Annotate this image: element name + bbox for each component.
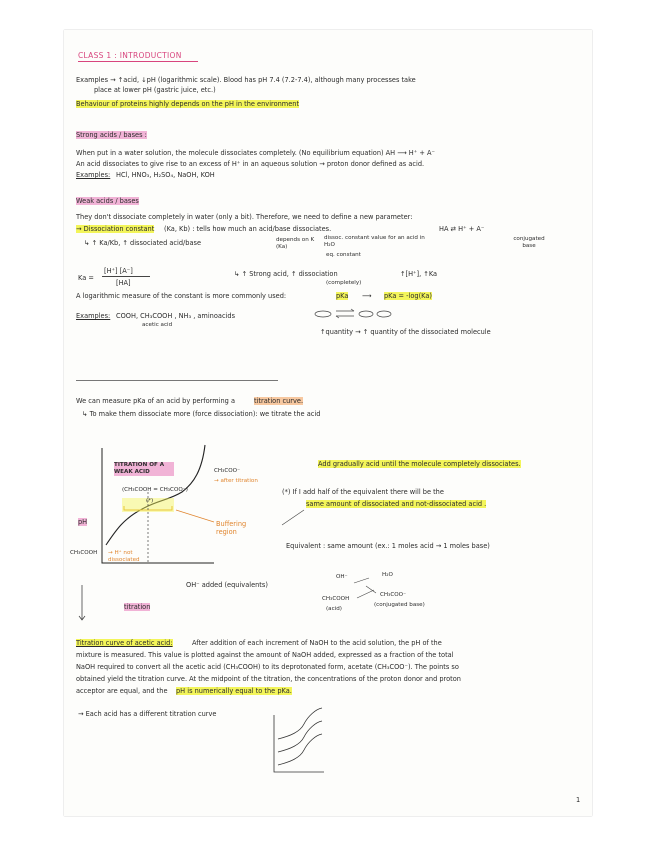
reaction-acid: (acid) <box>326 606 342 612</box>
pka-label: pKa <box>336 292 349 300</box>
graph-ch3coo-top: CH₃COO⁻ <box>214 468 241 474</box>
force-dissociation-line: ↳ To make them dissociate more (force dissociation): we titrate the acid <box>82 410 321 418</box>
half-line-2: same amount of dissociated and not-dissociated acid . <box>306 500 487 508</box>
titration-label: titration <box>124 603 151 611</box>
pka-line: A logarithmic measure of the constant is more commonly used: <box>76 292 287 300</box>
weak-line-2: (Ka, Kb) : tells how much an acid/base dissociates. <box>164 225 332 233</box>
weak-line-1: They don't dissociate completely in water (only a bit). Therefore, we need to define a new parameter: <box>76 213 413 221</box>
page-number: 1 <box>576 796 581 804</box>
ka-denominator: [HA] <box>116 279 131 287</box>
conjugated-base-note: conjugated base <box>513 236 545 249</box>
acetic-line-4: obtained yield the titration curve. At the midpoint of the titration, the concentrations of the proton donor and proton <box>76 675 461 683</box>
each-acid-line: → Each acid has a different titration curve <box>78 710 217 718</box>
completely-note: (completely) <box>326 280 362 286</box>
intro-line-2: place at lower pH (gastric juice, etc.) <box>94 86 216 94</box>
notes-page <box>64 30 592 816</box>
intro-line-1: Examples → ↑acid, ↓pH (logarithmic scale). Blood has pH 7.4 (7.2-7.4), although many processes take <box>76 76 416 84</box>
graph-ch3cooh-left: CH₃COOH <box>70 550 98 556</box>
add-gradually-line: Add gradually acid until the molecule completely dissociates. <box>318 460 521 468</box>
reaction-conj-base: (conjugated base) <box>374 602 425 608</box>
depends-on-note: depends on K (Ka) <box>276 237 315 250</box>
graph-x-label: OH⁻ added (equivalents) <box>186 581 268 589</box>
intro-highlight: Behaviour of proteins highly depends on the pH in the environment <box>76 100 300 108</box>
half-line-1: (*) If I add half of the equivalent there will be the <box>282 488 444 496</box>
equivalent-line: Equivalent : same amount (ex.: 1 moles acid → 1 moles base) <box>286 542 490 550</box>
reaction-ch3cooh: CH₃COOH <box>322 596 350 602</box>
titration-curve-label: titration curve. <box>254 397 304 405</box>
weak-heading: Weak acids / bases <box>76 197 139 205</box>
acetic-line-1: After addition of each increment of NaOH to the acid solution, the pH of the <box>192 639 442 647</box>
acetic-line-2: mixture is measured. This value is plotted against the amount of NaOH added, expressed as a fraction of the total <box>76 651 454 659</box>
strong-examples: HCl, HNO₃, H₂SO₄, NaOH, KOH <box>116 171 215 179</box>
multiple-curves-sketch <box>64 30 592 816</box>
ka-arrow-line: ↳ ↑ Ka/Kb, ↑ dissociated acid/base <box>84 239 202 247</box>
acetic-acid-note: acetic acid <box>142 322 173 328</box>
page-title: CLASS 1 : INTRODUCTION <box>78 51 182 60</box>
ka-numerator: [H⁺] [A⁻] <box>104 267 133 275</box>
graph-title: TITRATION OF A WEAK ACID <box>114 462 174 476</box>
buffering-region-label: Buffering region <box>216 520 247 536</box>
reaction-oh: OH⁻ <box>336 574 348 580</box>
strong-line-1: When put in a water solution, the molecule dissociates completely. (No equilibrium equation) AH ⟶ H⁺ + A⁻ <box>76 149 435 157</box>
reaction-h2o: H₂O <box>382 572 393 578</box>
strong-acid-line: ↳ ↑ Strong acid, ↑ dissociation <box>234 270 338 278</box>
strong-examples-label: Examples: <box>76 171 111 179</box>
quantity-line: ↑quantity → ↑ quantity of the dissociated molecule <box>320 328 491 336</box>
strong-heading: Strong acids / bases : <box>76 131 147 139</box>
graph-ph-label: pH <box>78 518 88 526</box>
acetic-line-3: NaOH required to convert all the acetic acid (CH₃COOH) to its deprotonated form, acetate (CH₃COO⁻). The points so <box>76 663 459 671</box>
graph-bottom-note: → H⁺ not dissociated <box>108 550 140 563</box>
graph-top-note: → after titration <box>214 478 258 484</box>
weak-examples: COOH, CH₃COOH , NH₃ , aminoacids <box>116 312 236 320</box>
measure-line: We can measure pKa of an acid by performing a <box>76 397 235 405</box>
reaction-ch3coo: CH₃COO⁻ <box>380 592 407 598</box>
graph-star: (*) <box>146 498 154 504</box>
acetic-line-5b: pH is numerically equal to the pKa. <box>176 687 292 695</box>
acetic-heading: Titration curve of acetic acid: <box>76 639 173 647</box>
acetic-line-5a: acceptor are equal, and the <box>76 687 168 695</box>
pka-arrow: ⟶ <box>362 292 372 300</box>
pka-formula: pKa = -log(Ka) <box>384 292 432 300</box>
dissoc-constant-note: dissoc. constant value for an acid in H₂O <box>324 235 425 248</box>
h-ka-line: ↑[H⁺], ↑Ka <box>400 270 438 278</box>
weak-examples-label: Examples: <box>76 312 111 320</box>
equilibrium-equation: HA ⇄ H⁺ + A⁻ <box>439 225 485 233</box>
strong-line-2: An acid dissociates to give rise to an excess of H⁺ in an aqueous solution → proton donor defined as acid. <box>76 160 425 168</box>
eq-constant-note: eq. constant <box>326 252 361 258</box>
dissociation-constant-label: → Dissociation constant <box>76 225 155 233</box>
graph-midpoint-label: (CH₃COOH = CH₃COO⁻) <box>122 487 188 493</box>
ka-label: Ka = <box>78 274 94 282</box>
sketch-curve <box>278 734 322 765</box>
